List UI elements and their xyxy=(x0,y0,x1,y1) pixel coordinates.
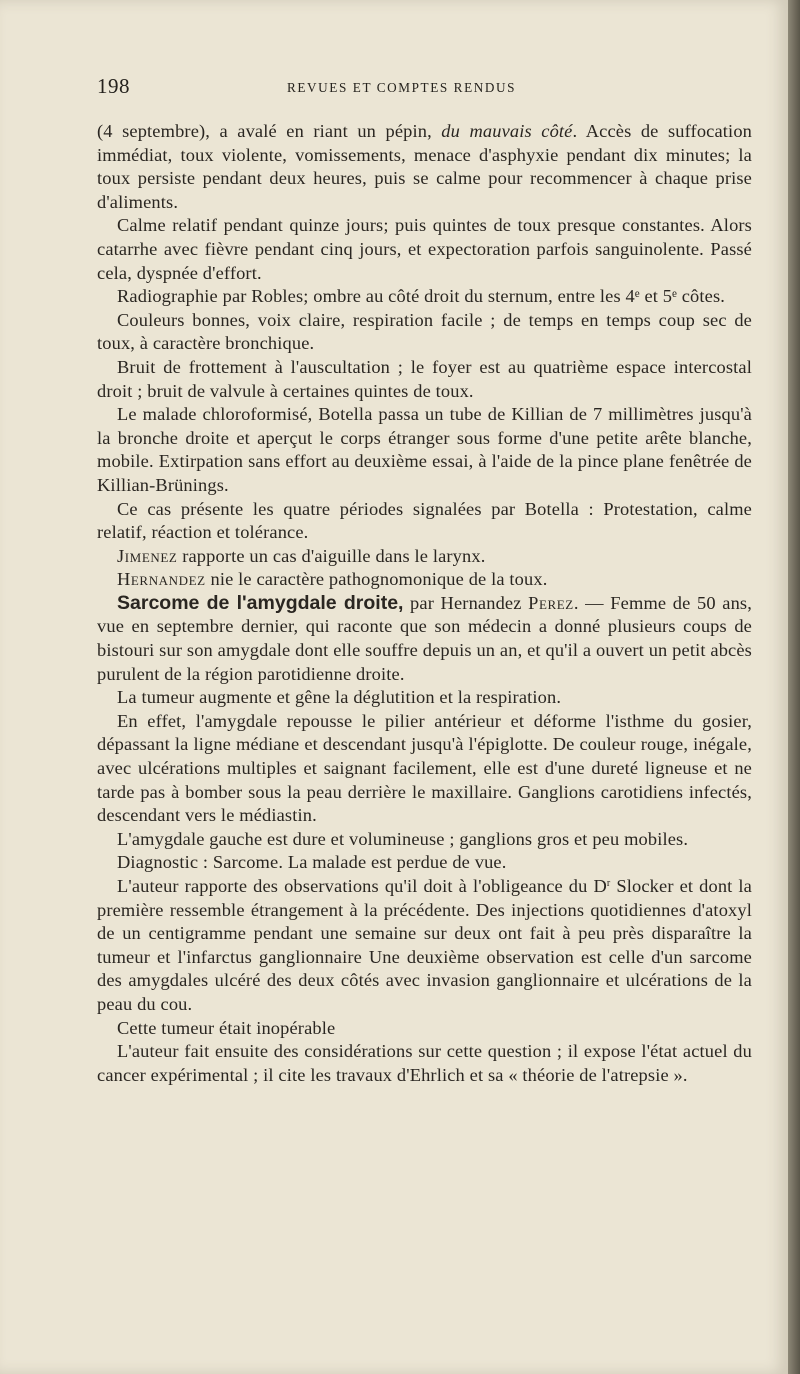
text-span: nie le caractère pathognomonique de la toux. xyxy=(205,569,548,590)
text-span: rapporte un cas d'aiguille dans le larynx. xyxy=(177,545,486,566)
author-name: Jimenez xyxy=(117,545,178,566)
paragraph: La tumeur augmente et gêne la déglutition et la respiration. xyxy=(117,687,562,708)
text-span: par Hernandez xyxy=(403,592,529,613)
running-head: REVUES ET COMPTES RENDUS xyxy=(287,80,517,95)
paragraph: Cette tumeur était inopérable xyxy=(117,1017,336,1038)
paragraph: Radiographie par Robles; ombre au côté droit du sternum, entre les 4ᵉ et 5ᵉ côtes. xyxy=(117,286,726,307)
paragraph xyxy=(97,545,752,569)
section-heading: Sarcome de l'amygdale droite, xyxy=(117,591,404,614)
text-span: L'auteur rapporte des observations qu'il doit à l'obligeance du D xyxy=(117,876,607,896)
paragraph: Calme relatif pendant quinze jours; puis quintes de toux presque constantes. Alors catarrhe avec fièvre pendant cinq jours, et expectoration parfois sanguinolente. Passé cela, dyspnée d'effort. xyxy=(97,215,752,283)
body-text xyxy=(97,120,752,1087)
page-number: 198 xyxy=(97,74,130,98)
text-span: . — Femme de 50 ans, vue en septembre dernier, qui raconte que son médecin a donné plusieurs coups de bistouri sur son amygdale dont elle souffre depuis un an, et qu'il a ouvert un petit abcès purulent de la région parotidienne droite. xyxy=(97,592,752,684)
paragraph: Ce cas présente les quatre périodes signalées par Botella : Protestation, calme relatif, réaction et tolérance. xyxy=(97,498,752,543)
paragraph xyxy=(97,875,752,1017)
author-name: Hernandez xyxy=(117,569,206,590)
author-name: Perez xyxy=(528,592,574,613)
italic-phrase: du mauvais côté xyxy=(441,121,573,141)
binding-edge xyxy=(788,0,800,1374)
paragraph xyxy=(97,568,752,592)
paragraph: En effet, l'amygdale repousse le pilier antérieur et déforme l'isthme du gosier, dépassant la ligne médiane et descendant jusqu'à l'épiglotte. De couleur rouge, inégale, avec ulcérations multiples et saignant facilement, elle est d'une dureté ligneuse et ne tarde pas à bomber sous la peau derrière le maxillaire. Ganglions carotidiens infectés, descendant vers le médiastin. xyxy=(97,710,752,826)
text-span: . Accès de suffocation immédiat, toux violente, vomissements, menace d'asphyxie pendant dix minutes; la toux persiste pendant deux heures, puis se calme pour recommencer à chaque prise d'aliments. xyxy=(97,121,753,212)
paragraph: L'amygdale gauche est dure et volumineuse ; ganglions gros et peu mobiles. xyxy=(117,828,689,849)
paragraph: Le malade chloroformisé, Botella passa un tube de Killian de 7 millimètres jusqu'à la bronche droite et aperçut le corps étranger sous forme d'une petite arête blanche, mobile. Extirpation sans effort au deuxième essai, à l'aide de la pince plane fenêtrée de Killian-Brünings. xyxy=(97,404,752,495)
paragraph: Bruit de frottement à l'auscultation ; le foyer est au quatrième espace intercostal droit ; bruit de valvule à certaines quintes de toux. xyxy=(97,356,752,401)
paragraph: Diagnostic : Sarcome. La malade est perdue de vue. xyxy=(117,852,507,873)
paragraph: L'auteur fait ensuite des considérations sur cette question ; il expose l'état actuel du cancer expérimental ; il cite les travaux d'Ehrlich et sa « théorie de l'atrepsie ». xyxy=(97,1041,752,1085)
paragraph: Couleurs bonnes, voix claire, respiration facile ; de temps en temps coup sec de toux, à caractère bronchique. xyxy=(97,309,752,354)
text-span: (4 septembre), a avalé en riant un pépin, xyxy=(97,121,442,141)
superscript: r xyxy=(606,878,611,889)
text-span: Slocker et dont la première ressemble étrangement à la précédente. Des injections quotidiennes d'atoxyl de un centigramme pendant une semaine sur deux ont fait à peu près disparaître la tumeur et l'infarctus ganglionnaire Une deuxième observation est celle d'un sarcome des amygdales ulcéré des deux côtés avec invasion ganglionnaire et ulcérations de la peau du cou. xyxy=(97,876,752,1014)
page-header xyxy=(97,74,757,104)
paragraph-continuation xyxy=(97,120,752,214)
paragraph-section-start xyxy=(97,592,752,686)
